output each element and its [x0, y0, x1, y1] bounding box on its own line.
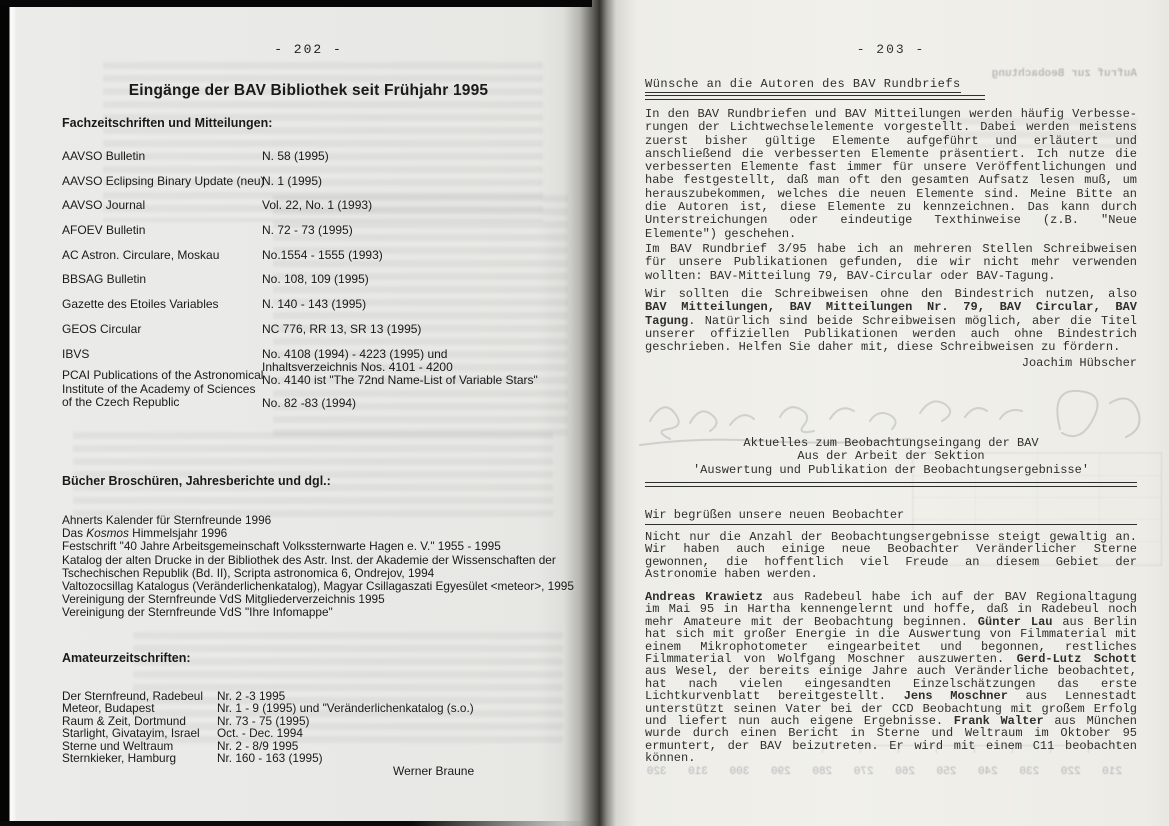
- magazine-issues: Nr. 2 -3 1995: [217, 689, 286, 703]
- text-line: habe festgestellt, daß man oft den gesamten Aufsatz lesen muß, um: [645, 173, 1137, 188]
- text-segment: aus München: [1043, 714, 1137, 729]
- magazine-name: Starlight, Givatayim, Israel: [62, 726, 200, 741]
- magazine-name: Raum & Zeit, Dortmund: [62, 713, 186, 728]
- journal-name: GEOS Circular: [62, 321, 142, 336]
- section-title-block: [645, 437, 1137, 477]
- amateur-row: [62, 752, 567, 764]
- text-line: Astronomie haben werden.: [645, 567, 818, 582]
- text-line: ermuntert, der BAV beizutreten. Er wird mit einem C11 beobachten: [645, 738, 1137, 753]
- paragraph-2: [645, 243, 1137, 283]
- journal-row: [62, 175, 574, 188]
- journal-row: [62, 369, 574, 409]
- text-line: herauszubekommen, welches die neuen Elemente sind. Meine Bitte an: [645, 186, 1137, 201]
- journal-name: AFOEV Bulletin: [62, 223, 146, 238]
- journal-row: [62, 298, 574, 311]
- journal-issues: N. 140 - 143 (1995): [262, 297, 367, 312]
- book-item-text: Das: [62, 526, 87, 541]
- journal-name-line: Institute of the Academy of Sciences: [62, 381, 256, 396]
- bleed-through-numbers: 210 220 230 240 250 260 270 280 290 300 310 320: [646, 766, 1122, 778]
- amateur-list: [62, 690, 567, 764]
- journal-name: AAVSO Bulletin: [62, 149, 146, 163]
- section-title-line: Aktuelles zum Beobachtungseingang der BAV: [743, 436, 1039, 450]
- magazine-issues: Nr. 160 - 163 (1995): [217, 751, 323, 766]
- page-title: Eingänge der BAV Bibliothek seit Frühjahr 1995: [128, 82, 489, 99]
- text-line: können.: [645, 751, 696, 766]
- page-number: - 202 -: [274, 42, 343, 57]
- journal-issues: No.1554 - 1555 (1993): [262, 247, 383, 262]
- paragraph-5: [645, 591, 1137, 765]
- journal-issues: N. 58 (1995): [262, 149, 329, 163]
- observer-name: Günter Lau: [977, 614, 1053, 629]
- book-item: Ahnerts Kalender für Sternfreunde 1996: [62, 513, 272, 527]
- journal-issue-line: Inhaltsverzeichnis Nos. 4101 - 4200: [262, 359, 453, 374]
- magazine-name: Sternkieker, Hamburg: [62, 751, 177, 766]
- text-line: Im BAV Rundbrief 3/95 habe ich an mehreren Stellen Schreibweisen: [645, 242, 1137, 256]
- text-segment: und liefert nun auch eigene Ergebnisse.: [645, 714, 954, 729]
- article-heading: Wünsche an die Autoren des BAV Rundbriefs: [645, 77, 961, 91]
- paragraph-1: [645, 108, 1137, 241]
- book-item: Valtozocsillag Katalogus (Veränderlichenkatalog), Magyar Csillagaszati Egyesület <meteor>, 1995: [62, 579, 574, 594]
- journal-row: [62, 249, 574, 262]
- book-item: Vereinigung der Sternfreunde VdS "Ihre Infomappe": [62, 605, 333, 620]
- book-item-text: Himmelsjahr 1996: [128, 526, 228, 541]
- journal-name: AAVSO Journal: [62, 198, 146, 213]
- section-title-line: 'Auswertung und Publikation der Beobachtungsergebnisse': [692, 462, 1090, 477]
- journal-name-line: of the Czech Republic: [62, 394, 180, 409]
- text-segment: . Natürlich sind beide Schreibweisen möglich, aber die Titel: [688, 313, 1137, 328]
- book-item: Vereinigung der Sternfreunde VdS Mitgliederverzeichnis 1995: [62, 592, 385, 607]
- text-line: [645, 315, 1137, 328]
- journal-name: AC Astron. Circulare, Moskau: [62, 247, 220, 262]
- text-line: die Autoren ist, diese Elemente zu kennzeichnen. Das kann durch: [645, 200, 1137, 215]
- text-line: Unterstreichungen oder eindeutige Texthinweise (z.B. "Neue: [645, 213, 1137, 228]
- text-line: rungen der Lichtwechselelemente vorgestellt. Dabei werden meistens: [645, 120, 1137, 135]
- page-number: - 203 -: [856, 42, 926, 57]
- journal-issues: N. 72 - 73 (1995): [262, 223, 353, 238]
- text-line: für unsere Publikationen gefunden, die wir nicht mehr verwenden: [645, 255, 1137, 270]
- text-line: geschrieben. Helfen Sie daher mit, diese Schreibweisen zu fördern.: [645, 340, 1121, 355]
- text-line: unserer offiziellen Publikationen werden auch ohne Bindestrich: [645, 326, 1137, 341]
- text-line: zuerst bisher gültige Elemente aufgeführt und erläutert und: [645, 133, 1137, 148]
- heading-double-rule: [645, 95, 985, 100]
- text-line: Wir haben auch einige neue Beobachter Veränderlicher Sterne: [645, 542, 1137, 557]
- observer-name: Gerd-Lutz Schott: [1016, 652, 1137, 667]
- section-double-rule: [645, 482, 1137, 487]
- journal-issues: N. 1 (1995): [262, 173, 323, 188]
- journal-name: Gazette des Etoiles Variables: [62, 297, 219, 312]
- section-heading-amateur: Amateurzeitschriften:: [62, 651, 191, 665]
- bold-text: BAV Mitteilungen, BAV Mitteilungen Nr. 79, BAV Circular, BAV: [645, 300, 1137, 315]
- observer-name: Jens Moschner: [903, 689, 1008, 704]
- author-signature: Werner Braune: [393, 764, 475, 778]
- journal-name: IBVS: [62, 346, 90, 361]
- text-line: unterstützt seinen Vater bei der CCD Beobachtung mit großem Erfolg: [645, 701, 1137, 716]
- section-heading-books: Bücher Broschüren, Jahresberichte und dgl.:: [62, 474, 331, 488]
- text-line: [645, 690, 1137, 702]
- book-item-italic: Kosmos: [86, 526, 129, 541]
- text-line: In den BAV Rundbriefen und BAV Mitteilungen werden häufig Verbesse-: [645, 107, 1137, 121]
- bleed-through-text: Aufruf zur Beobachtung: [991, 68, 1137, 80]
- page-right: [612, 0, 1169, 826]
- observer-name: Andreas Krawietz: [645, 590, 763, 604]
- journal-issues: No. 108, 109 (1995): [262, 272, 369, 287]
- text-line: wollten: BAV-Mitteilung 79, BAV-Circular oder BAV-Tagung.: [645, 268, 1056, 283]
- text-line: einem Mikrophotometer eingearbeitet und begonnen, restliches: [645, 639, 1137, 654]
- magazine-name: Meteor, Budapest: [62, 701, 155, 716]
- journal-row: [62, 199, 574, 212]
- journal-issues: Vol. 22, No. 1 (1993): [262, 198, 373, 213]
- bold-text: Tagung: [645, 313, 689, 328]
- journal-list: [62, 150, 574, 421]
- text-line: wurde durch einen Bericht in Sterne und Weltraum im Oktober 95: [645, 726, 1137, 741]
- text-line: Wir sollten die Schreibweisen ohne den Bindestrich nutzen, also: [645, 287, 1137, 301]
- paragraph-4: [645, 531, 1137, 581]
- book-item: Tschechischen Republik (Bd. II), Scripta astronomica 6, Ondrejov, 1994: [62, 565, 435, 580]
- magazine-issues: Nr. 2 - 8/9 1995: [217, 738, 299, 753]
- author-signature: Joachim Hübscher: [1021, 356, 1137, 370]
- journal-issues: No. 82 -83 (1994): [262, 395, 357, 410]
- journal-row: [62, 273, 574, 286]
- text-segment: mehr Amateure mit der Beobachtung beginnen.: [645, 614, 978, 629]
- text-line: aus Wesel, der bereits einige Jahre auch Veränderliche beobachtet,: [645, 664, 1137, 679]
- journal-name: AAVSO Eclipsing Binary Update (neu): [62, 173, 265, 188]
- book-list: [62, 514, 574, 620]
- page-left: [13, 0, 583, 826]
- text-line: Nicht nur die Anzahl der Beobachtungsergebnisse steigt gewaltig an.: [645, 530, 1137, 544]
- magazine-issues: Nr. 1 - 9 (1995) und "Veränderlichenkatalog (s.o.): [217, 701, 474, 716]
- text-segment: aus Radebeul habe ich auf der BAV Regionaltagung: [762, 590, 1138, 604]
- journal-row: [62, 150, 574, 163]
- text-line: gewonnen, die hoffentlich viel Freude an diesem Gebiet der: [645, 554, 1137, 569]
- book-item: Katalog der alten Drucke in der Bibliothek des Astr. Inst. der Akademie der Wissenschaften der: [62, 552, 556, 567]
- text-segment: Lichtkurvenblatt bereitgestellt.: [645, 689, 904, 704]
- text-line: hat sich mit großer Energie in die Auswertung von Filmmaterial mit: [645, 627, 1137, 642]
- journal-issue-line: No. 4108 (1994) - 4223 (1995) und: [262, 346, 448, 361]
- journal-name: BBSAG Bulletin: [62, 272, 147, 287]
- journal-issues: NC 776, RR 13, SR 13 (1995): [262, 321, 422, 336]
- magazine-name: Der Sternfreund, Radebeul: [62, 689, 203, 703]
- text-segment: aus Berlin: [1052, 614, 1137, 629]
- section-heading-journals: Fachzeitschriften und Mitteilungen:: [62, 116, 273, 130]
- text-line: im Mai 95 in Hartha kennengelernt und hoffe, daß in Radebeul noch: [645, 602, 1137, 617]
- text-segment: Filmmaterial von Wolfgang Moschner auszuwerten.: [645, 652, 1017, 667]
- text-line: [645, 301, 1137, 314]
- subsection-heading: Wir begrüßen unsere neuen Beobachter: [645, 508, 1137, 525]
- book-item: Festschrift "40 Jahre Arbeitsgemeinschaft Volkssternwarte Hagen e. V." 1955 - 1995: [62, 539, 501, 554]
- text-line: hat nach vielen eingesandten Einzelschätzungen das erste: [645, 676, 1137, 691]
- journal-row: [62, 224, 574, 237]
- journal-issue-line: No. 4140 ist "The 72nd Name-List of Variable Stars": [262, 373, 538, 388]
- observer-name: Frank Walter: [953, 714, 1044, 729]
- text-line: Elemente") geschehen.: [645, 226, 797, 241]
- paragraph-3: [645, 288, 1137, 354]
- text-line: anschließend die verbesserten Elemente präsentiert. Ich nutze die: [645, 146, 1137, 161]
- section-title-line: Aus der Arbeit der Sektion: [797, 449, 985, 464]
- magazine-issues: Nr. 73 - 75 (1995): [217, 713, 310, 728]
- text-segment: aus Lennestadt: [1007, 689, 1137, 704]
- article-heading-block: [645, 74, 1137, 100]
- journal-row: [62, 323, 574, 336]
- text-line: verbesserten Elemente fast immer für unsere Veröffentlichungen und: [645, 160, 1137, 175]
- journal-name-line: PCAI Publications of the Astronomical: [62, 368, 264, 383]
- magazine-name: Sterne und Weltraum: [62, 738, 174, 753]
- magazine-issues: Oct. - Dec. 1994: [217, 726, 303, 741]
